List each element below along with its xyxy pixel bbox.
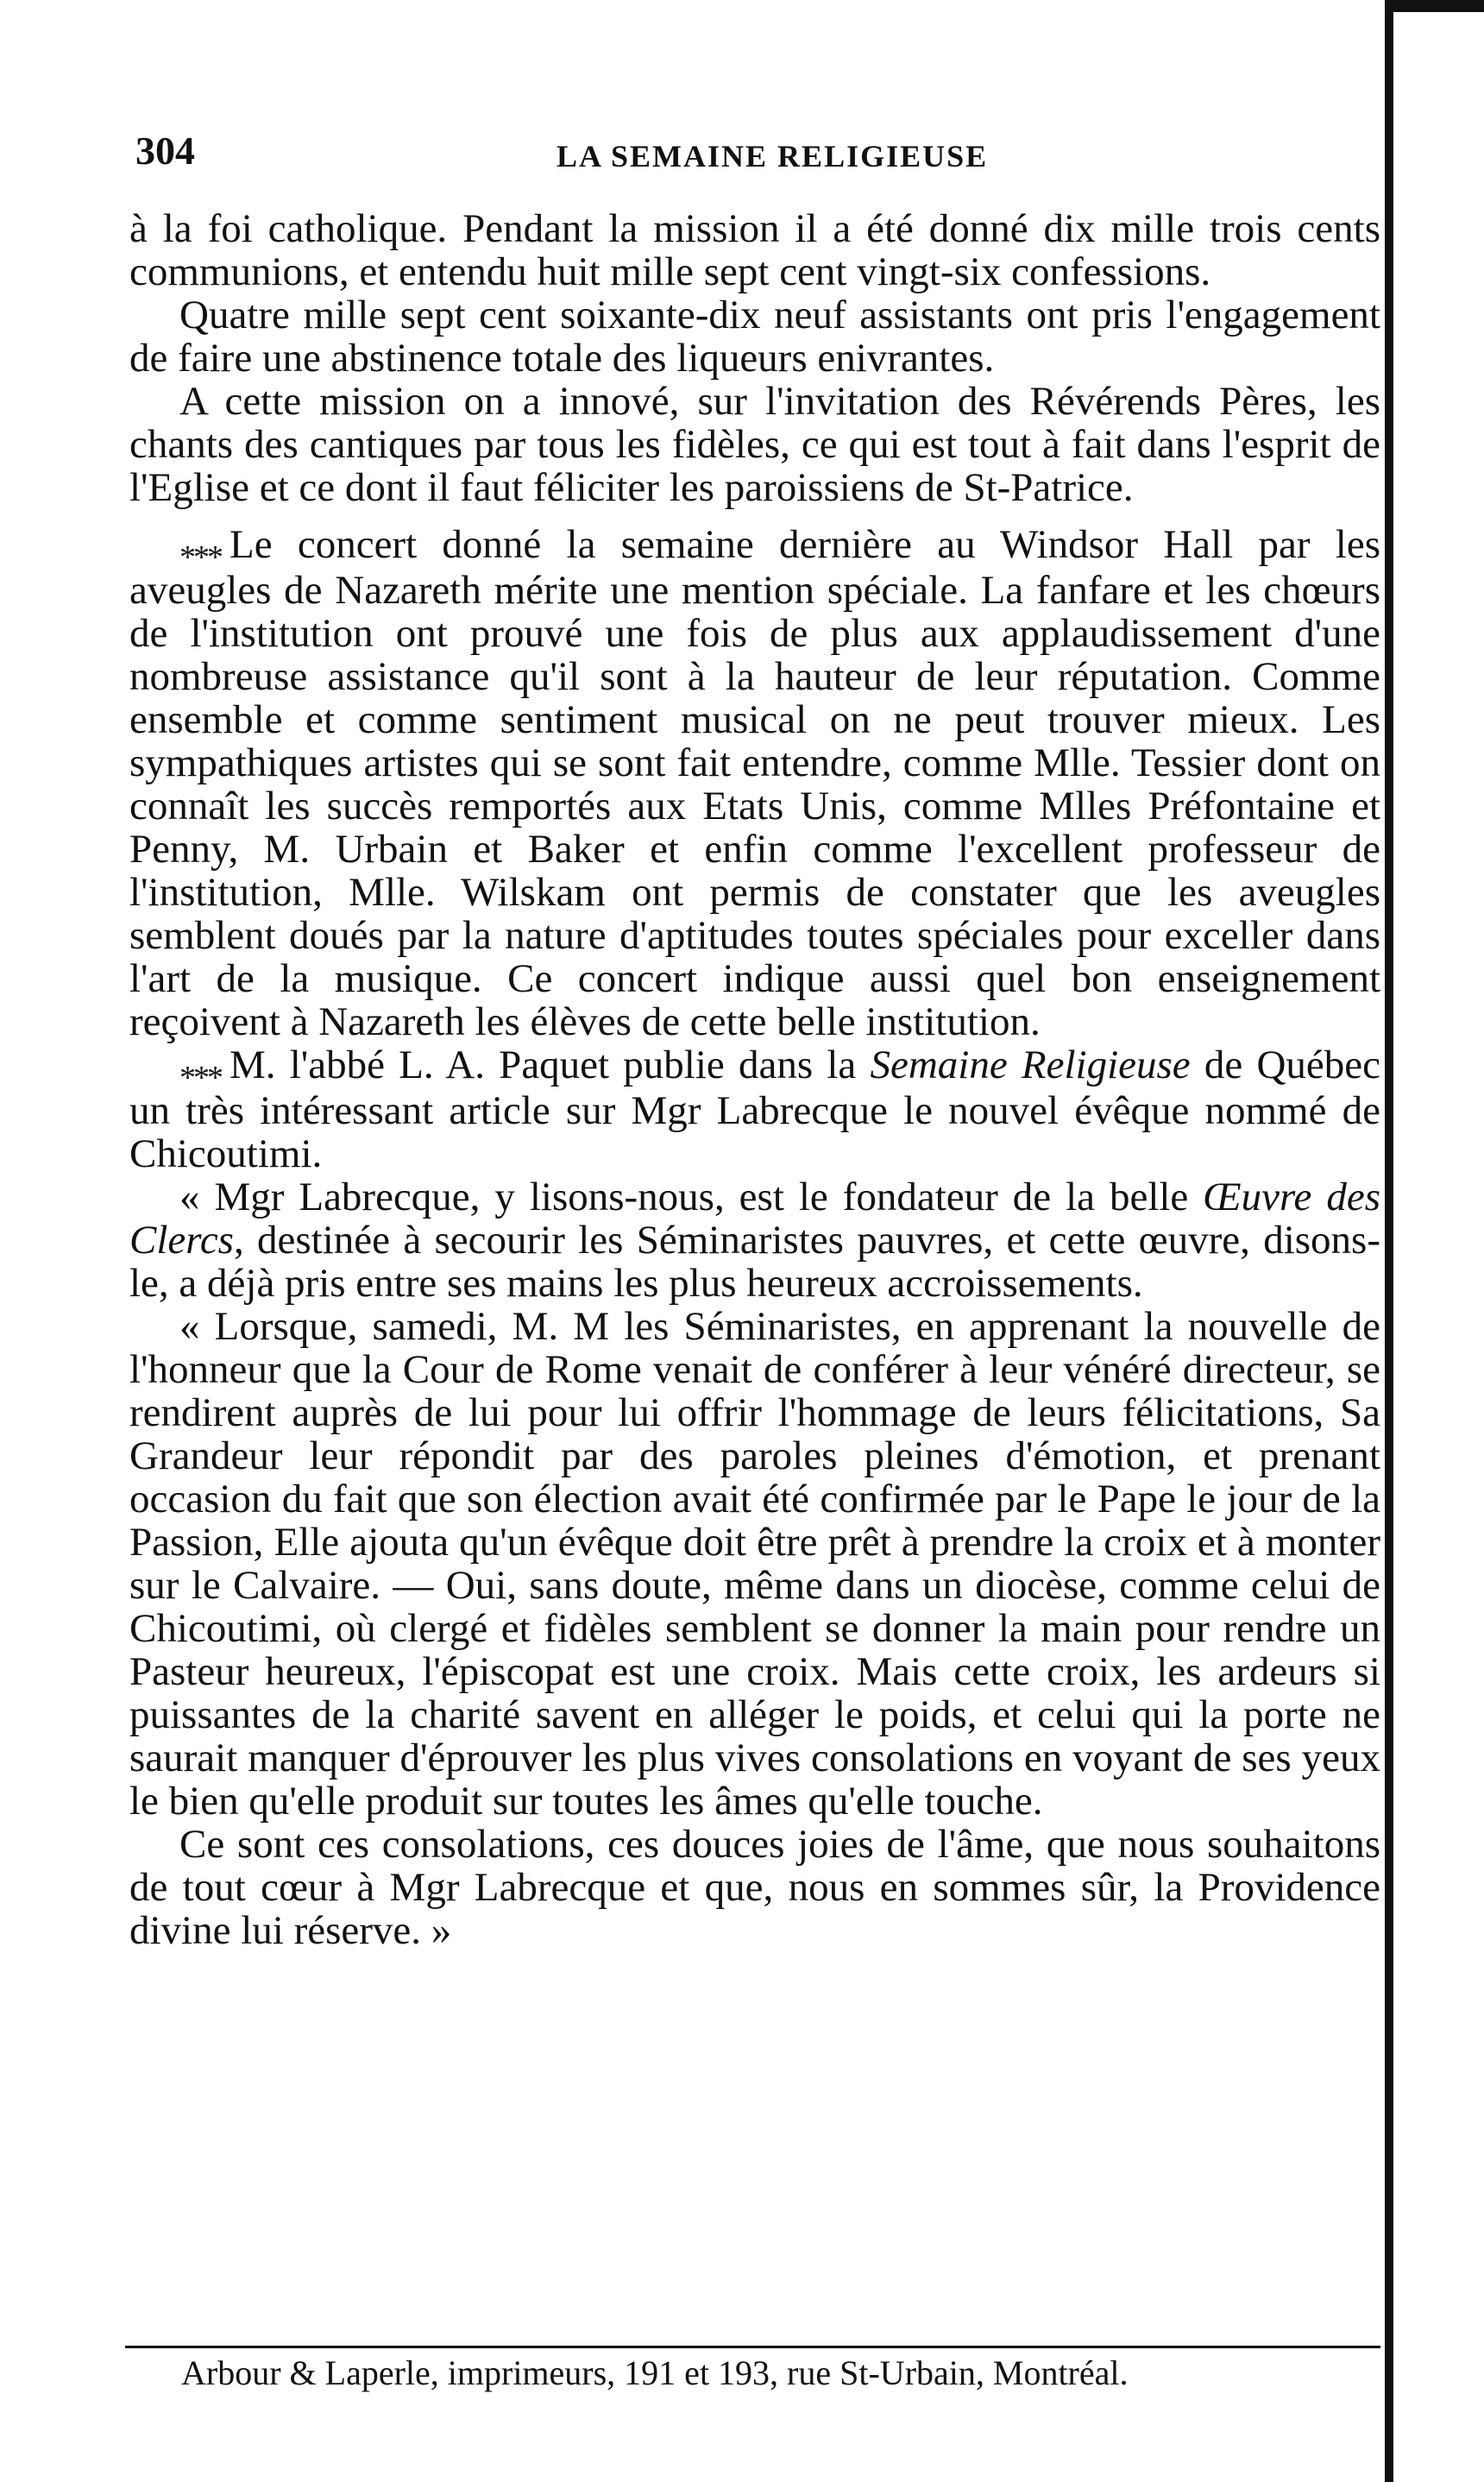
paragraph-mission-end: à la foi catholique. Pendant la mission il a été donné dix mille trois cents communions, et entendu huit mille sept cent vingt-six confessions. — [129, 206, 1380, 294]
page-edge-tick — [1385, 0, 1484, 12]
publication-title: Semaine Religieuse — [870, 1043, 1191, 1087]
paragraph-concert — [129, 523, 1380, 1043]
paragraph-labrecque-rest: , destinée à secourir les Séminaristes pauvres, et cette œuvre, disons-le, a déjà pris entre ses mains les plus heureux accroissements. — [129, 1218, 1380, 1306]
page-edge-bar — [1385, 0, 1393, 2482]
paragraph-paquet — [129, 1043, 1380, 1175]
page-number: 304 — [135, 129, 195, 173]
paragraph-abstinence: Quatre mille sept cent soixante-dix neuf assistants ont pris l'engagement de faire une abstinence totale des liqueurs enivrantes. — [129, 293, 1380, 381]
footer-rule — [125, 2346, 1380, 2348]
paragraph-paquet-rest: de Québec un très intéressant article sur Mgr Labrecque le nouvel évêque nommé de Chicoutimi. — [129, 1043, 1380, 1176]
paragraph-concert-text: Le concert donné la semaine dernière au Windsor Hall par les aveugles de Nazareth mérite une mention spéciale. La fanfare et les chœurs de l'institution ont prouvé une fois de plus aux applaudissement d'une nombreuse assistance qu'il sont à la hauteur de leur réputation. Comme ensemble et comme sentiment musical on ne peut trouver mieux. Les sympathiques artistes qui se sont fait entendre, comme Mlle. Tessier dont on connaît les succès remportés aux Etats Unis, comme Mlles Préfontaine et Penny, M. Urbain et Baker et enfin comme l'excellent professeur de l'institution, Mlle. Wilskam ont permis de constater que les aveugles semblent doués par la nature d'aptitudes toutes spéciales pour exceller dans l'art de la musique. Ce concert indique aussi quel bon enseignement reçoivent à Nazareth les élèves de cette belle institution. — [129, 522, 1380, 1044]
body-text — [129, 207, 1380, 1952]
paragraph-seminaristes: « Lorsque, samedi, M. M les Séminaristes, en apprenant la nouvelle de l'honneur que la Cour de Rome venait de conférer à leur vénéré directeur, se rendirent auprès de lui pour lui offrir l'hommage de leurs félicitations, Sa Grandeur leur répondit par des paroles pleines d'émotion, et prenant occasion du fait que son élection avait été confirmée par le Pape le jour de la Passion, Elle ajouta qu'un évêque doit être prêt à prendre la croix et à monter sur le Calvaire. — Oui, sans doute, même dans un diocèse, comme celui de Chicoutimi, où clergé et fidèles semblent se donner la main pour rendre un Pasteur heureux, l'épiscopat est une croix. Mais cette croix, les ardeurs si puissantes de la charité savent en alléger le poids, et celui qui la porte ne saurait manquer d'éprouver les plus vives consolations en voyant de ses yeux le bien qu'elle produit sur toutes les âmes qu'elle touche. — [129, 1304, 1380, 1824]
paragraph-consolations: Ce sont ces consolations, ces douces joies de l'âme, que nous souhaitons de tout cœur à Mgr Labrecque et que, nous en sommes sûr, la Providence divine lui réserve. » — [129, 1822, 1380, 1953]
printer-imprint: Arbour & Laperle, imprimeurs, 191 et 193, rue St-Urbain, Montréal. — [181, 2353, 1129, 2392]
running-head-title: LA SEMAINE RELIGIEUSE — [556, 139, 989, 173]
paragraph-labrecque — [129, 1175, 1380, 1305]
oeuvre-title: Œuvre des Clercs — [129, 1175, 1381, 1263]
section-stars: *** — [179, 539, 221, 576]
section-stars: *** — [179, 1060, 221, 1096]
paragraph-labrecque-start: « Mgr Labrecque, y lisons-nous, est le fondateur de la belle — [179, 1175, 1204, 1219]
running-head — [125, 128, 1376, 180]
paragraph-paquet-start: M. l'abbé L. A. Paquet publie dans la — [230, 1043, 871, 1087]
paragraph-cantiques: A cette mission on a innové, sur l'invitation des Révérends Pères, les chants des cantiques par tous les fidèles, ce qui est tout à fait dans l'esprit de l'Eglise et ce dont il faut féliciter les paroissiens de St-Patrice. — [129, 379, 1380, 510]
